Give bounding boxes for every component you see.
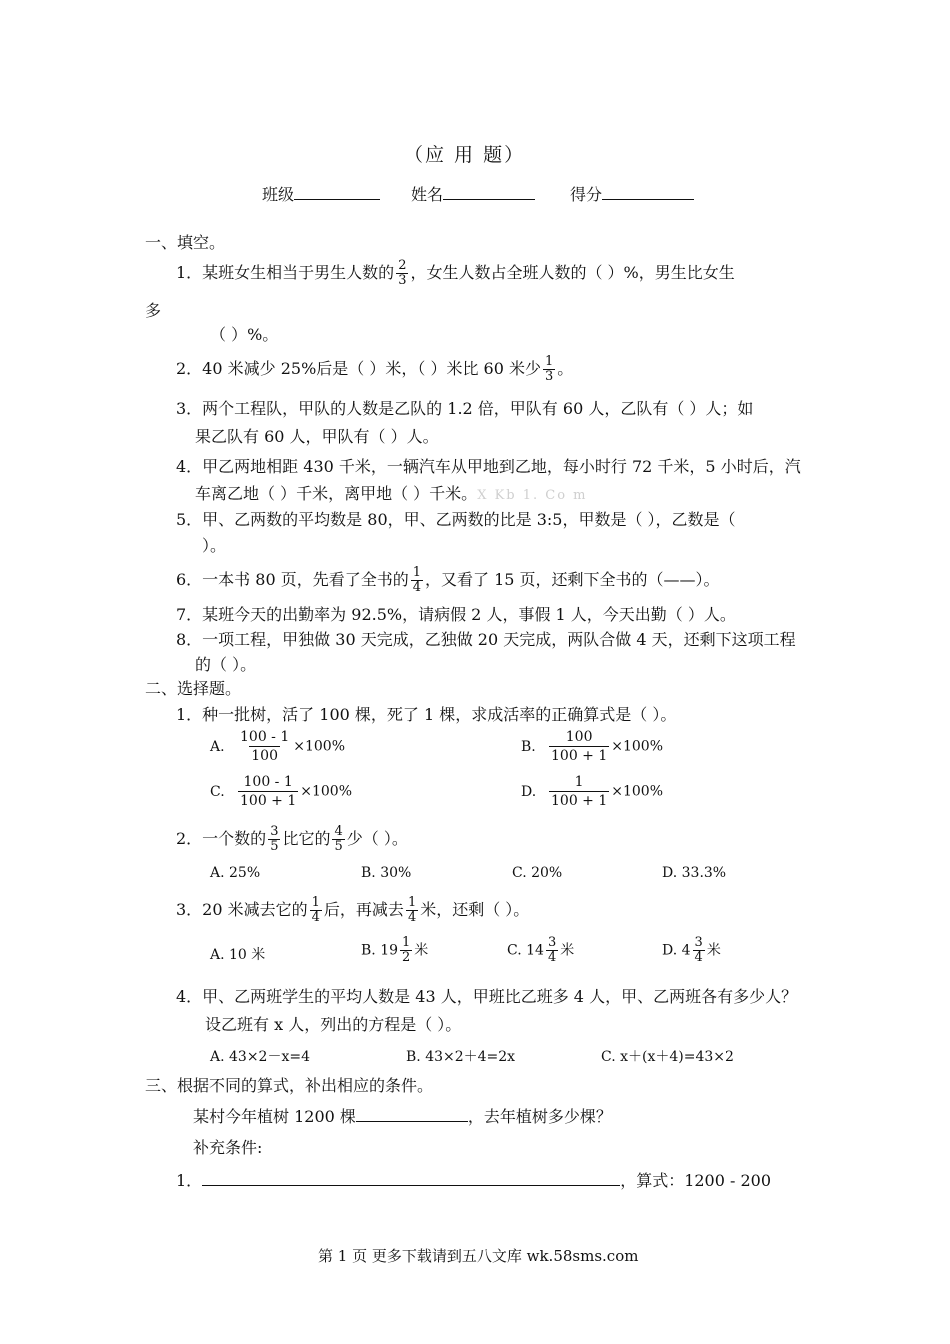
s2-q3-option-c[interactable]: C. 14 $\frac{3}{4}$ 米 (507, 935, 575, 965)
s3-supplement-label: 补充条件: (193, 1138, 263, 1157)
s1-q3-line1: 3．两个工程队，甲队的人数是乙队的 1.2 倍，甲队有 60 人，乙队有（ ）人；如 (176, 399, 754, 418)
fraction: $\frac{1}{100 + 1}$ (551, 774, 608, 809)
class-field (262, 181, 380, 206)
fraction: $\frac{100 - 1}{100 + 1}$ (240, 774, 297, 809)
section3-heading: 三、根据不同的算式，补出相应的条件。 (145, 1076, 434, 1095)
s2-q4-option-b[interactable]: B. 43×2＋4=2x (406, 1049, 516, 1065)
watermark: X Kb 1. Co m (477, 488, 588, 503)
s1-q3-line2: 果乙队有 60 人，甲队有（ ）人。 (195, 427, 439, 446)
score-blank[interactable] (602, 181, 694, 200)
page-title: （应 用 题） (404, 144, 526, 166)
s1-q7: 7．某班今天的出勤率为 92.5%，请病假 2 人，事假 1 人，今天出勤（ ）人。 (176, 605, 736, 624)
s2-q1-option-b[interactable]: B. $\frac{100}{100 + 1}$ ×100% (521, 729, 664, 764)
s1-q4-line1: 4．甲乙两地相距 430 千米，一辆汽车从甲地到乙地，每小时行 72 千米，5 小时后，汽 (176, 457, 801, 476)
s2-q3-option-b[interactable]: B. 19 $\frac{1}{2}$ 米 (361, 935, 429, 965)
s1-q4-line2: 车离乙地（ ）千米，离甲地（ ）千米。X Kb 1. Co m (195, 484, 588, 503)
s1-q8-line1: 8．一项工程，甲独做 30 天完成，乙独做 20 天完成，两队合做 4 天，还剩下这项工程 (176, 630, 796, 649)
name-field (411, 181, 535, 206)
s1-q8-line2: 的（ ）。 (195, 655, 257, 674)
class-label: 班级 (262, 185, 295, 204)
s3-stem-blank[interactable] (356, 1121, 468, 1122)
fraction: $\frac{100 - 1}{100}$ (240, 729, 290, 764)
name-label: 姓名 (411, 185, 444, 204)
s2-q4-option-c[interactable]: C. x＋(x＋4)=43×2 (601, 1049, 734, 1065)
s1-q1-line3: （ ）%。 (210, 325, 279, 344)
s2-q2-option-a[interactable]: A. 25% (210, 865, 261, 881)
s2-q4-option-a[interactable]: A. 43×2－x=4 (210, 1049, 310, 1065)
s1-q5-line2: ）。 (202, 536, 227, 555)
s2-q2-option-d[interactable]: D. 33.3% (662, 865, 727, 881)
name-blank[interactable] (443, 181, 535, 200)
score-field (570, 181, 694, 206)
page-footer: 第 1 页 更多下载请到五八文库 wk.58sms.com (318, 1247, 639, 1265)
fraction: $\frac{3}{5}$ (270, 824, 279, 854)
fraction: $\frac{3}{4}$ (694, 935, 703, 965)
s2-q2-stem: 2．一个数的 $\frac{3}{5}$ 比它的 $\frac{4}{5}$ 少（ ）。 (176, 824, 408, 854)
fraction: $\frac{2}{3}$ (398, 258, 407, 288)
s2-q1-option-a[interactable]: A. $\frac{100 - 1}{100}$ ×100% (210, 729, 346, 764)
s1-q5-line1: 5．甲、乙两数的平均数是 80，甲、乙两数的比是 3:5，甲数是（ ），乙数是（ (176, 510, 736, 529)
fraction: $\frac{4}{5}$ (334, 824, 343, 854)
class-blank[interactable] (294, 181, 380, 200)
s2-q2-option-c[interactable]: C. 20% (512, 865, 563, 881)
fraction: $\frac{1}{4}$ (311, 895, 320, 925)
s1-q1-line1: 1．某班女生相当于男生人数的 $\frac{2}{3}$ ，女生人数占全班人数的（ ）%，男生比女生 (176, 258, 735, 288)
s1-q2: 2．40 米减少 25%后是（ ）米，（ ）米比 60 米少 $\frac{1}{3}$ 。 (176, 354, 574, 384)
fraction: $\frac{3}{4}$ (547, 935, 557, 965)
s1-q6: 6．一本书 80 页，先看了全书的 $\frac{1}{4}$ ，又看了 15 页，还剩下全书的（——）。 (176, 565, 720, 595)
s2-q4-line1: 4．甲、乙两班学生的平均人数是 43 人，甲班比乙班多 4 人，甲、乙两班各有多少人？ (176, 987, 798, 1006)
s2-q1-stem: 1．种一批树，活了 100 棵，死了 1 棵，求成活率的正确算式是（ ）。 (176, 705, 677, 724)
section1-heading: 一、填空。 (145, 233, 226, 252)
s2-q2-option-b[interactable]: B. 30% (361, 865, 412, 881)
s1-q1-line2: 多 (145, 301, 162, 320)
fraction: $\frac{1}{3}$ (544, 354, 554, 384)
s3-stem: 某村今年植树 1200 棵 ，去年植树多少棵？ (193, 1107, 612, 1126)
s2-q4-line2: 设乙班有 x 人，列出的方程是（ ）。 (205, 1015, 462, 1034)
fraction: $\frac{1}{4}$ (412, 565, 421, 595)
fraction: $\frac{100}{100 + 1}$ (551, 729, 608, 764)
fraction: $\frac{1}{2}$ (402, 935, 411, 965)
section2-heading: 二、选择题。 (145, 679, 242, 698)
fraction: $\frac{1}{4}$ (407, 895, 417, 925)
s2-q3-option-a[interactable]: A. 10 米 (210, 947, 266, 963)
score-label: 得分 (570, 185, 603, 204)
s2-q1-option-c[interactable]: C. $\frac{100 - 1}{100 + 1}$ ×100% (210, 774, 353, 809)
s2-q3-option-d[interactable]: D. 4 $\frac{3}{4}$ 米 (662, 935, 721, 965)
s2-q3-stem: 3．20 米减去它的 $\frac{1}{4}$ 后，再减去 $\frac{1}{4}$ 米，还剩（ ）。 (176, 895, 530, 925)
s3-item-1-blank[interactable] (202, 1185, 620, 1186)
s2-q1-option-d[interactable]: D. $\frac{1}{100 + 1}$ ×100% (521, 774, 664, 809)
s3-item-1: 1． ，算式：1200 - 200 (176, 1171, 772, 1190)
